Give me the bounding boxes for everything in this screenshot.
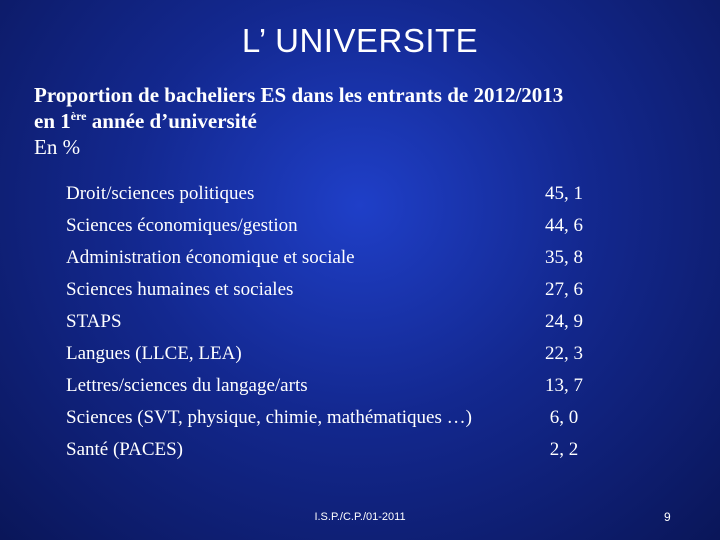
table-row — [60, 242, 598, 274]
row-label: Sciences (SVT, physique, chimie, mathématiques …) — [66, 407, 472, 428]
table-row — [60, 434, 598, 466]
table-row — [60, 306, 598, 338]
row-label: Administration économique et sociale — [66, 247, 355, 268]
row-label: Droit/sciences politiques — [66, 183, 255, 204]
table-row — [60, 402, 598, 434]
footer-reference: I.S.P./C.P./01-2011 — [314, 511, 406, 523]
row-label: Santé (PACES) — [66, 439, 184, 460]
slide-title: L’ UNIVERSITE — [241, 22, 479, 59]
subtitle-line-1: Proportion de bacheliers ES dans les entrants de 2012/2013 — [34, 83, 564, 107]
row-value: 24, 9 — [545, 311, 583, 332]
data-table — [60, 178, 598, 466]
subtitle-line-3: En % — [34, 135, 81, 159]
table-row — [60, 338, 598, 370]
table-row — [60, 370, 598, 402]
subtitle-line-2 — [34, 108, 563, 134]
row-value: 13, 7 — [545, 375, 583, 396]
table-row — [60, 210, 598, 242]
table-row — [60, 178, 598, 210]
subtitle-line-2-prefix: en 1 — [34, 109, 71, 133]
row-value: 44, 6 — [545, 215, 583, 236]
row-label: Sciences humaines et sociales — [66, 279, 294, 300]
subtitle-line-2-superscript: ère — [70, 109, 87, 123]
row-label: STAPS — [66, 311, 122, 332]
row-label: Lettres/sciences du langage/arts — [66, 375, 308, 396]
row-label: Sciences économiques/gestion — [66, 215, 298, 236]
row-label: Langues (LLCE, LEA) — [66, 343, 242, 364]
row-value: 22, 3 — [545, 343, 583, 364]
row-value: 6, 0 — [549, 407, 579, 428]
row-value: 35, 8 — [545, 247, 583, 268]
slide-subtitle — [34, 82, 563, 160]
row-value: 27, 6 — [545, 279, 583, 300]
row-value: 45, 1 — [545, 183, 583, 204]
row-value: 2, 2 — [549, 439, 579, 460]
page-number: 9 — [664, 510, 671, 524]
subtitle-line-2-suffix: année d’université — [86, 109, 257, 133]
table-row — [60, 274, 598, 306]
